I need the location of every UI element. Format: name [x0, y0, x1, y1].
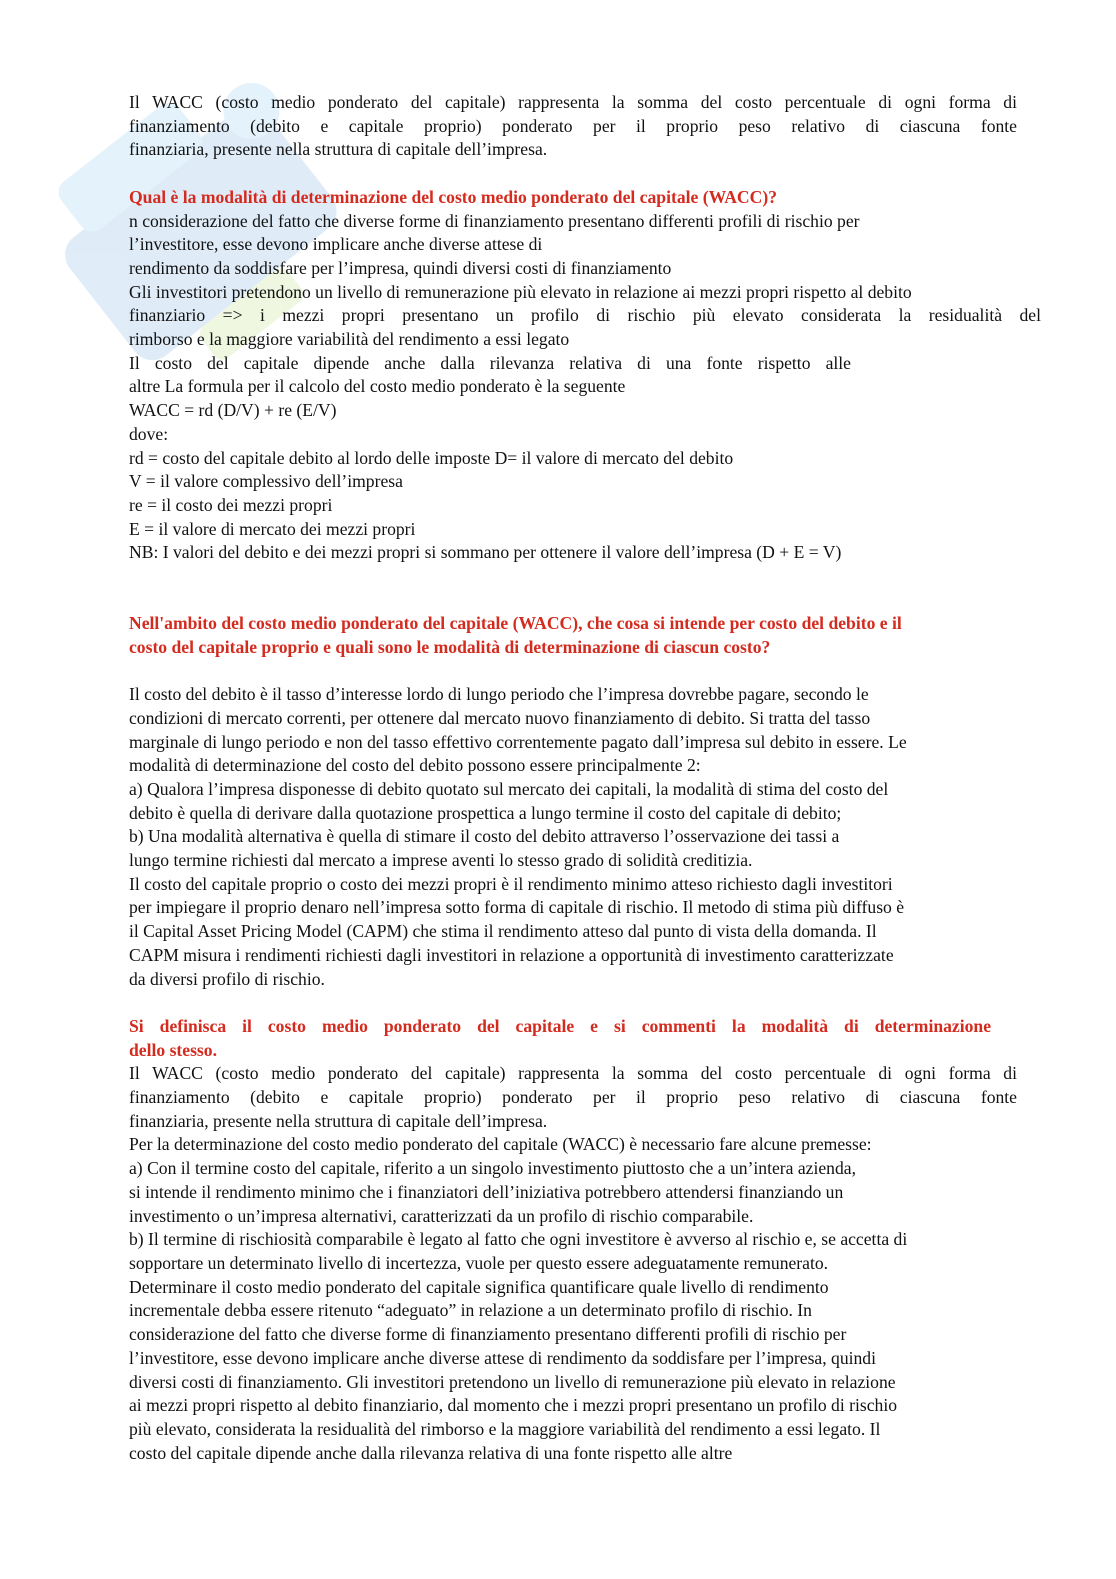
answer-line: più elevato, considerata la residualità del rimborso e la maggiore variabilità del rendimento a essi legato. Il [129, 1418, 881, 1439]
answer-line: altre La formula per il calcolo del costo medio ponderato è la seguente [129, 376, 626, 397]
answer-line: da diversi profilo di rischio. [129, 968, 325, 989]
answer-line: a) Qualora l’impresa disponesse di debito quotato sul mercato dei capitali, la modalità di stima del costo del [129, 778, 889, 799]
answer-line: si intende il rendimento minimo che i finanziatori dell’iniziativa potrebbero attendersi finanziando un [129, 1181, 844, 1202]
answer-line: rimborso e la maggiore variabilità del rendimento a essi legato [129, 329, 570, 350]
answer-paragraph [129, 210, 1041, 566]
answer-line: finanziaria, presente nella struttura di capitale dell’impresa. [129, 1110, 548, 1131]
answer-line: il Capital Asset Pricing Model (CAPM) che stima il rendimento atteso dal punto di vista della domanda. Il [129, 921, 877, 942]
answer-line: rd = costo del capitale debito al lordo delle imposte D= il valore di mercato del debito [129, 447, 734, 468]
answer-line: n considerazione del fatto che diverse forme di finanziamento presentano differenti profili di rischio per [129, 210, 860, 231]
intro-line: finanziamento (debito e capitale proprio) ponderato per il proprio peso relativo di ciascuna fonte [129, 115, 1017, 136]
answer-line: diversi costi di finanziamento. Gli investitori pretendono un livello di remunerazione più elevato in relazione [129, 1371, 896, 1392]
answer-line: considerazione del fatto che diverse forme di finanziamento presentano differenti profili di rischio per [129, 1324, 847, 1345]
answer-line: finanziario => i mezzi propri presentano un profilo di rischio più elevato considerata la residualità del [129, 305, 1041, 326]
answer-line: l’investitore, esse devono implicare anche diverse attese di [129, 234, 543, 255]
answer-line: CAPM misura i rendimenti richiesti dagli investitori in relazione a opportunità di investimento caratterizzate [129, 944, 894, 965]
answer-line: sopportare un determinato livello di incertezza, vuole per questo essere adeguatamente remunerato. [129, 1253, 829, 1273]
answer-line: marginale di lungo periodo e non del tasso effettivo correntemente pagato dall’impresa sul debito in essere. Le [129, 731, 907, 752]
answer-line: V = il valore complessivo dell’impresa [129, 471, 403, 492]
answer-line: b) Il termine di rischiosità comparabile è legato al fatto che ogni investitore è avverso al rischio e, se accetta di [129, 1229, 908, 1250]
answer-paragraph [129, 683, 1041, 991]
question-line: dello stesso. [129, 1039, 217, 1060]
answer-line: lungo termine richiesti dal mercato a imprese aventi lo stesso grado di solidità creditizia. [129, 850, 753, 871]
question-line: costo del capitale proprio e quali sono le modalità di determinazione di ciascun costo? [129, 636, 771, 657]
answer-line: Il WACC (costo medio ponderato del capitale) rappresenta la somma del costo percentuale di ogni forma di [129, 1063, 1017, 1084]
answer-line: re = il costo dei mezzi propri [129, 494, 333, 515]
answer-line: Determinare il costo medio ponderato del capitale significa quantificare quale livello di rendimento [129, 1276, 829, 1297]
answer-line: rendimento da soddisfare per l’impresa, quindi diversi costi di finanziamento [129, 257, 672, 278]
intro-line: Il WACC (costo medio ponderato del capitale) rappresenta la somma del costo percentuale di ogni forma di [129, 92, 1017, 112]
answer-paragraph [129, 1062, 1041, 1465]
question-line: Nell'ambito del costo medio ponderato del capitale (WACC), che cosa si intende per costo del debito e il [129, 613, 902, 634]
question-heading: Qual è la modalità di determinazione del costo medio ponderato del capitale (WACC)? [129, 186, 777, 207]
answer-line: dove: [129, 423, 169, 444]
answer-line: NB: I valori del debito e dei mezzi propri si sommano per ottenere il valore dell’impresa (D + E = V) [129, 542, 842, 563]
answer-line: modalità di determinazione del costo del debito possono essere principalmente 2: [129, 755, 701, 776]
question-heading [129, 612, 1041, 659]
answer-line: Gli investitori pretendono un livello di remunerazione più elevato in relazione ai mezzi propri rispetto al debito [129, 281, 912, 302]
answer-line: debito è quella di derivare dalla quotazione prospettica a lungo termine il costo del capitale di debito; [129, 802, 842, 823]
question-heading [129, 1015, 1041, 1062]
document-page [129, 91, 1041, 1465]
formula: WACC = rd (D/V) + re (E/V) [129, 400, 337, 421]
answer-line: E = il valore di mercato dei mezzi propri [129, 518, 416, 539]
answer-line: per impiegare il proprio denaro nell’impresa sotto forma di capitale di rischio. Il metodo di stima più diffuso è [129, 897, 905, 918]
answer-line: costo del capitale dipende anche dalla rilevanza relativa di una fonte rispetto alle altre [129, 1442, 733, 1463]
answer-line: incrementale debba essere ritenuto “adeguato” in relazione a un determinato profilo di rischio. In [129, 1300, 812, 1321]
question-line: Si definisca il costo medio ponderato del capitale e si commenti la modalità di determinazione [129, 1015, 991, 1036]
answer-line: ai mezzi propri rispetto al debito finanziario, dal momento che i mezzi propri presentano un profilo di rischio [129, 1395, 898, 1416]
answer-line: investimento o un’impresa alternativi, caratterizzati da un profilo di rischio comparabile. [129, 1205, 754, 1226]
answer-line: finanziamento (debito e capitale proprio) ponderato per il proprio peso relativo di ciascuna fonte [129, 1087, 1017, 1108]
answer-line: Il costo del capitale proprio o costo dei mezzi propri è il rendimento minimo atteso richiesto dagli investitori [129, 873, 893, 894]
answer-line: l’investitore, esse devono implicare anche diverse attese di rendimento da soddisfare per l’impresa, quindi [129, 1347, 876, 1368]
answer-line: b) Una modalità alternativa è quella di stimare il costo del debito attraverso l’osservazione dei tassi a [129, 826, 840, 847]
intro-line: finanziaria, presente nella struttura di capitale dell’impresa. [129, 139, 548, 160]
answer-line: Per la determinazione del costo medio ponderato del capitale (WACC) è necessario fare alcune premesse: [129, 1134, 872, 1155]
intro-paragraph [129, 91, 1041, 162]
answer-line: a) Con il termine costo del capitale, riferito a un singolo investimento piuttosto che a un’intera azienda, [129, 1158, 856, 1179]
answer-line: Il costo del capitale dipende anche dalla rilevanza relativa di una fonte rispetto alle [129, 352, 851, 373]
answer-line: Il costo del debito è il tasso d’interesse lordo di lungo periodo che l’impresa dovrebbe pagare, secondo le [129, 684, 869, 705]
answer-line: condizioni di mercato correnti, per ottenere dal mercato nuovo finanziamento di debito. Si tratta del tasso [129, 707, 871, 728]
